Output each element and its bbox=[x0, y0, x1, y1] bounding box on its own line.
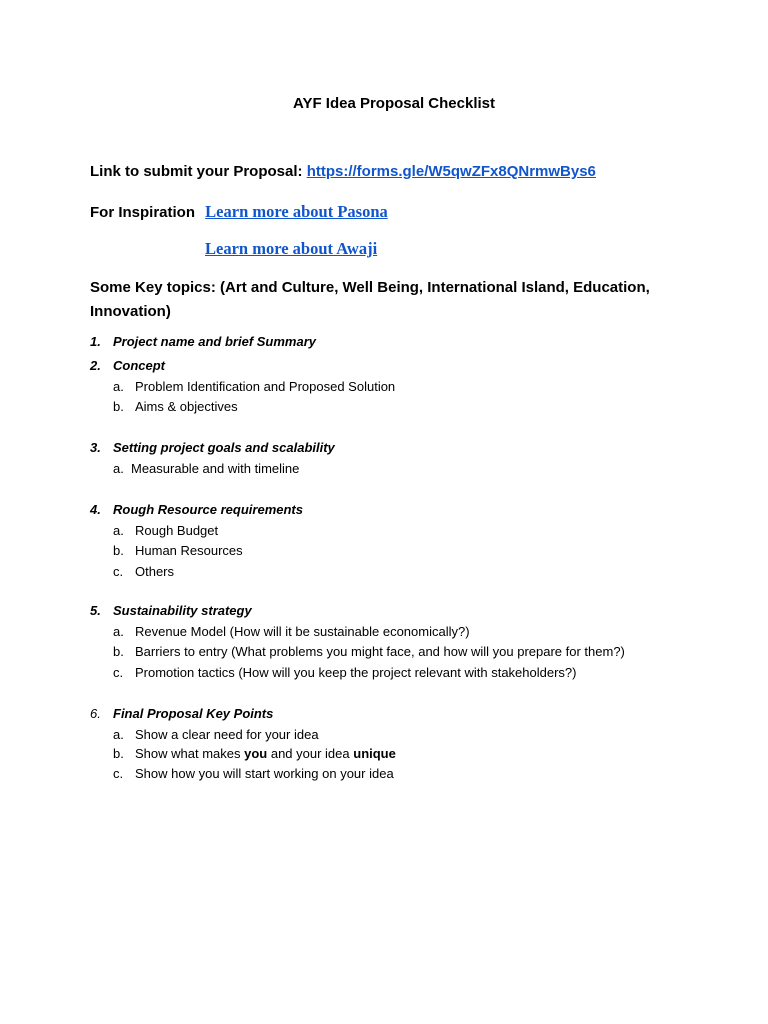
inspiration-line bbox=[90, 202, 388, 222]
item-text: Promotion tactics (How will you keep the project relevant with stakeholders?) bbox=[135, 664, 577, 680]
item-text: Measurable and with timeline bbox=[131, 460, 300, 476]
item-text: Show how you will start working on your idea bbox=[135, 765, 394, 781]
section-number: 3. bbox=[90, 440, 101, 455]
list-item bbox=[90, 642, 730, 663]
key-topics: Some Key topics: (Art and Culture, Well Being, International Island, Education, Innovation) bbox=[90, 279, 650, 320]
section-number: 1. bbox=[90, 334, 101, 349]
item-letter: b. bbox=[113, 644, 124, 659]
inspiration-label: For Inspiration bbox=[90, 204, 195, 221]
list-item bbox=[90, 377, 730, 398]
section-number: 4. bbox=[90, 502, 101, 517]
awaji-line bbox=[205, 239, 377, 259]
item-text-emphasis-unique: unique bbox=[353, 746, 396, 761]
item-letter: b. bbox=[113, 399, 124, 414]
item-letter: b. bbox=[113, 543, 124, 558]
item-text-part: and your idea bbox=[267, 746, 354, 761]
item-text-emphasis-you: you bbox=[244, 746, 268, 761]
list-item bbox=[90, 541, 730, 562]
pasona-link[interactable]: Learn more about Pasona bbox=[205, 202, 388, 221]
section-heading bbox=[90, 704, 730, 725]
section-heading bbox=[90, 438, 730, 459]
page-title: AYF Idea Proposal Checklist bbox=[292, 95, 496, 112]
item-text: Rough Budget bbox=[135, 522, 219, 538]
checklist-section-6 bbox=[90, 704, 730, 783]
item-text-part: Show what makes bbox=[135, 746, 245, 761]
list-item bbox=[90, 397, 730, 418]
list-item bbox=[90, 562, 730, 583]
section-title: Setting project goals and scalability bbox=[113, 440, 335, 455]
item-text: Human Resources bbox=[135, 543, 243, 558]
list-item bbox=[90, 764, 730, 784]
item-letter: a. bbox=[113, 623, 124, 639]
item-letter: a. bbox=[113, 378, 124, 394]
item-text: Problem Identification and Proposed Solution bbox=[135, 378, 396, 394]
section-heading bbox=[90, 500, 730, 521]
list-item bbox=[90, 725, 730, 745]
section-number: 6. bbox=[90, 706, 101, 721]
list-item bbox=[90, 744, 730, 764]
item-text: Show a clear need for your idea bbox=[135, 726, 319, 742]
list-item bbox=[90, 622, 730, 643]
item-letter: b. bbox=[113, 746, 124, 761]
item-text bbox=[135, 744, 396, 765]
item-text: Barriers to entry (What problems you might face, and how will you prepare for them?) bbox=[135, 644, 625, 659]
item-text: Revenue Model (How will it be sustainable economically?) bbox=[135, 623, 470, 639]
section-heading bbox=[90, 332, 730, 353]
section-title: Rough Resource requirements bbox=[113, 502, 303, 517]
list-item bbox=[90, 663, 730, 684]
item-letter: c. bbox=[113, 664, 124, 680]
submit-line bbox=[90, 163, 596, 180]
checklist-section-2 bbox=[90, 356, 730, 418]
item-letter: a. bbox=[113, 522, 124, 538]
checklist-section-1 bbox=[90, 332, 730, 353]
section-number: 5. bbox=[90, 603, 101, 618]
awaji-link[interactable]: Learn more about Awaji bbox=[205, 239, 378, 258]
item-letter: c. bbox=[113, 563, 124, 579]
section-heading bbox=[90, 356, 730, 377]
item-text: Aims & objectives bbox=[135, 399, 238, 414]
item-letter: a. bbox=[113, 726, 124, 742]
item-letter: c. bbox=[113, 765, 124, 781]
checklist-section-4 bbox=[90, 500, 730, 582]
list-item bbox=[90, 521, 730, 542]
item-text: Others bbox=[135, 563, 175, 579]
checklist-section-5 bbox=[90, 601, 730, 683]
item-letter: a. bbox=[113, 460, 124, 476]
list-item bbox=[90, 459, 730, 480]
section-title: Final Proposal Key Points bbox=[113, 706, 274, 721]
checklist-section-3 bbox=[90, 438, 730, 479]
section-title: Sustainability strategy bbox=[113, 603, 252, 618]
section-title: Project name and brief Summary bbox=[113, 334, 317, 349]
section-title: Concept bbox=[113, 358, 165, 373]
section-number: 2. bbox=[90, 358, 101, 373]
submit-proposal-link[interactable]: https://forms.gle/W5qwZFx8QNrmwBys6 bbox=[306, 163, 596, 180]
section-heading bbox=[90, 601, 730, 622]
submit-label: Link to submit your Proposal: bbox=[90, 163, 303, 180]
